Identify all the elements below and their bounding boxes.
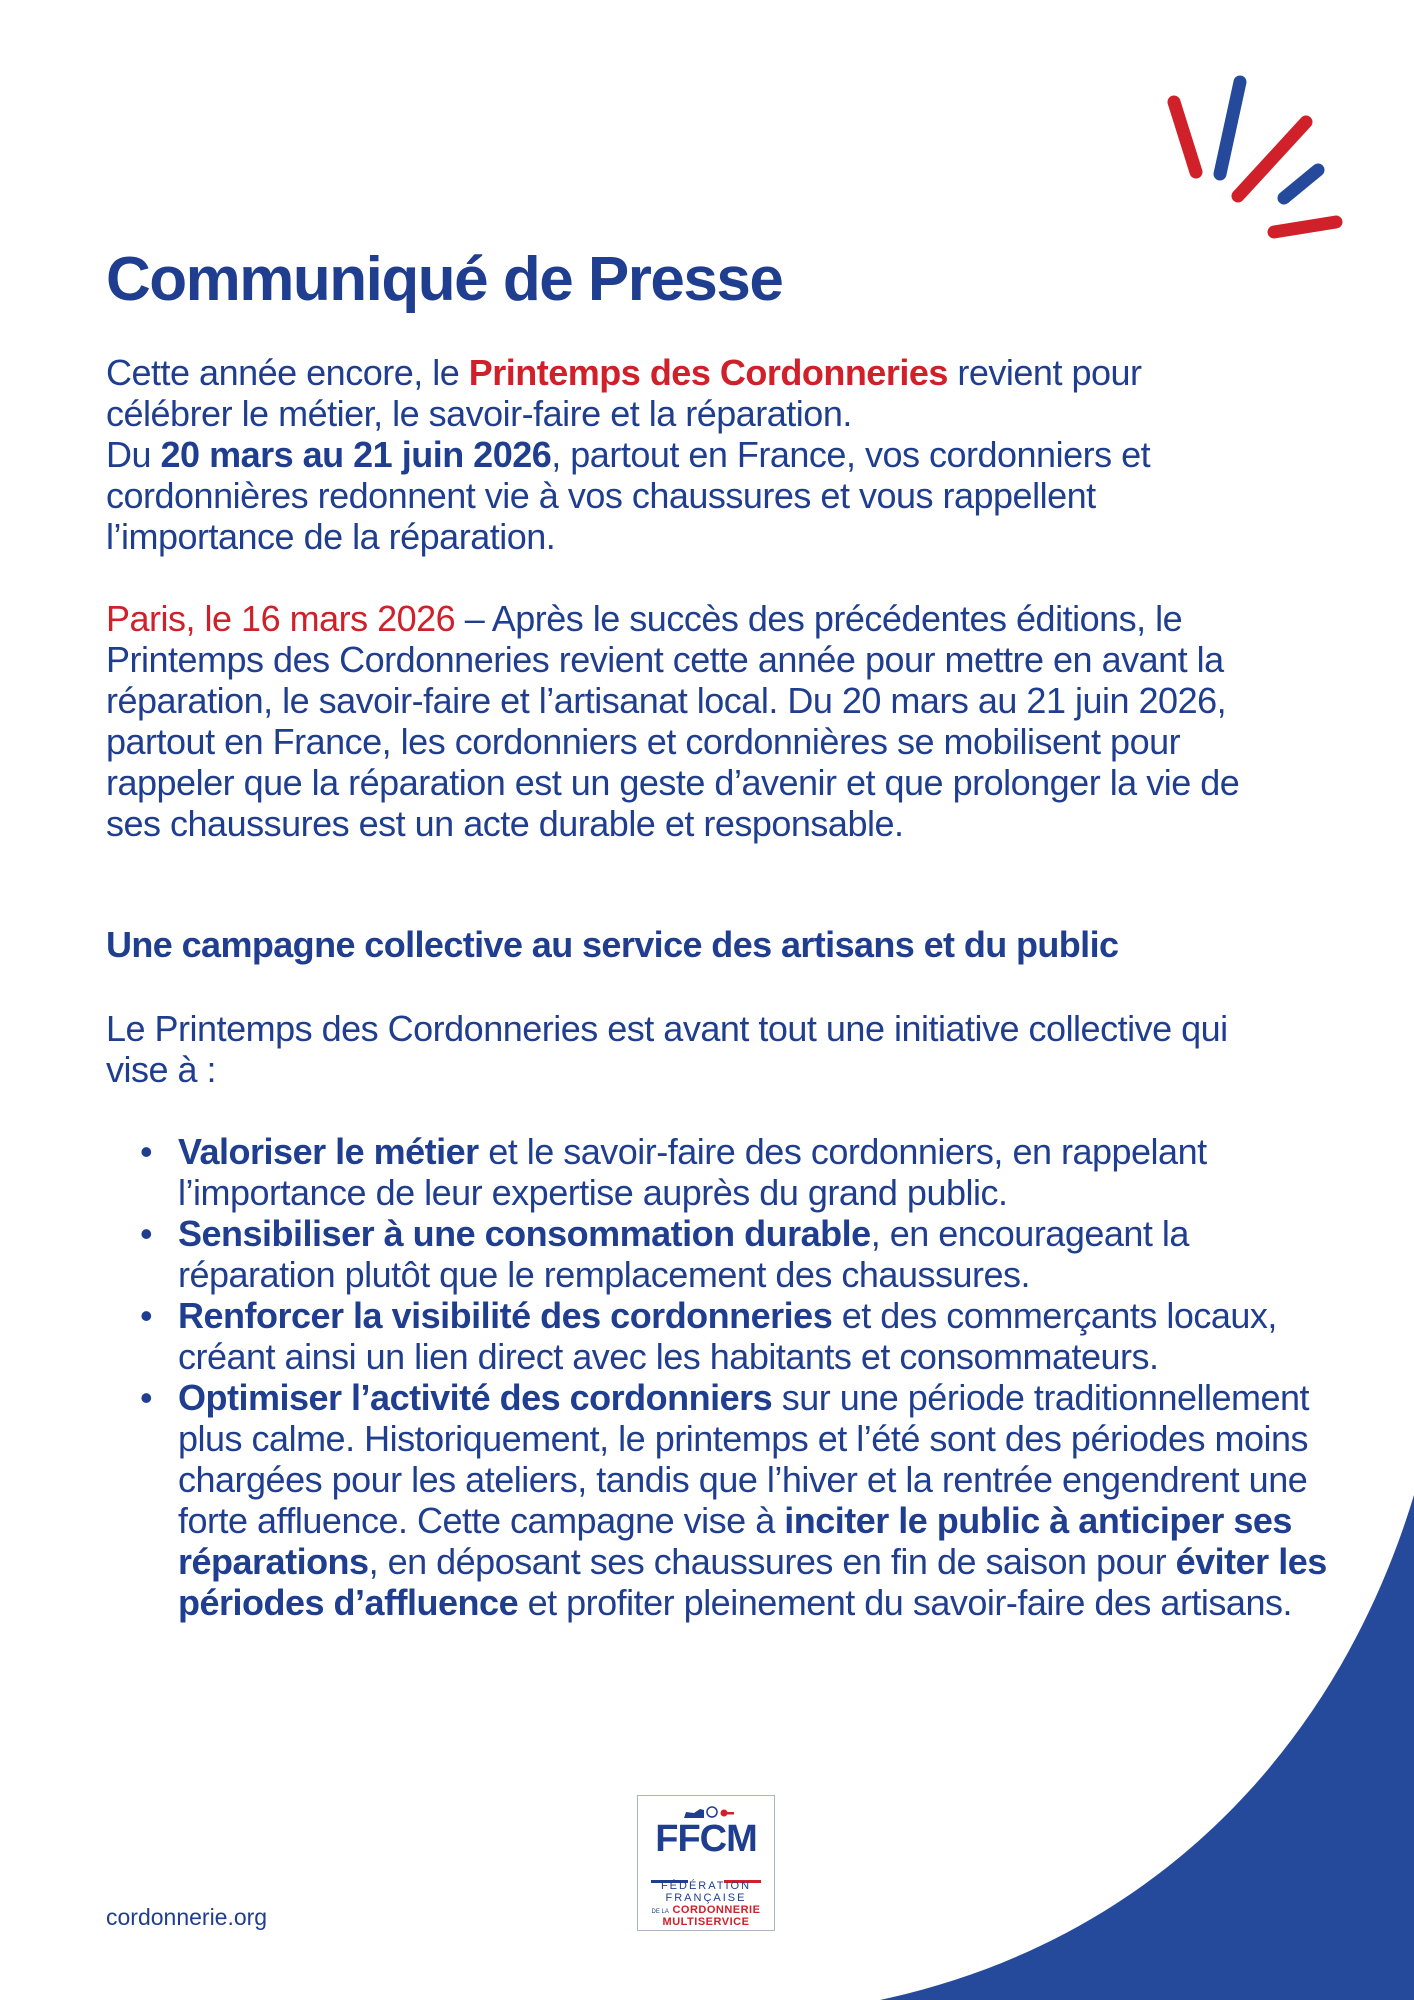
campaign-dates: 20 mars au 21 juin 2026 xyxy=(160,434,552,475)
bullet-icon: • xyxy=(140,1131,153,1172)
dateline: Paris, le 16 mars 2026 xyxy=(106,598,456,639)
goals-list xyxy=(106,1131,1348,1623)
logo-tricolor-rule xyxy=(650,1870,762,1873)
page-title: Communiqué de Presse xyxy=(106,245,783,314)
ffcm-logo xyxy=(637,1795,775,1931)
burst-decoration xyxy=(1150,70,1370,250)
logo-line-3: DE LA CORDONNERIE xyxy=(651,1904,761,1916)
logo-acronym: FFCM xyxy=(655,1818,757,1860)
list-item: • Valoriser le métier et le savoir-faire des cordonniers, en rappelant l’importance de leur expertise auprès du grand public. xyxy=(140,1131,1207,1213)
bullet-icon: • xyxy=(140,1377,153,1418)
list-item: • Optimiser l’activité des cordonniers sur une période traditionnellement plus calme. Historiquement, le printemps et l’été sont des périodes moins chargées pour les ateliers, tandis que l’hiver et la rentrée engendrent une forte affluence. Cette campagne vise à inciter le public à anticiper ses réparations, en déposant ses chaussures en fin de saison pour éviter les périodes d’affluence et profiter pleinement du savoir-faire des artisans. xyxy=(140,1377,1327,1623)
list-item: • Renforcer la visibilité des cordonneries et des commerçants locaux, créant ainsi un lien direct avec les habitants et consommateurs. xyxy=(140,1295,1277,1377)
campaign-name: Printemps des Cordonneries xyxy=(468,352,948,393)
footer-website-link[interactable]: cordonnerie.org xyxy=(106,1904,268,1930)
bullet-icon: • xyxy=(140,1213,153,1254)
list-item: • Sensibiliser à une consommation durable, en encourageant la réparation plutôt que le remplacement des chaussures. xyxy=(140,1213,1189,1295)
logo-line-4: MULTISERVICE xyxy=(662,1916,750,1928)
lead-paragraph: Le Printemps des Cordonneries est avant tout une initiative collective qui vise à : xyxy=(106,1008,1228,1090)
logo-line-1: FÉDÉRATION xyxy=(660,1880,752,1892)
logo-line-2: FRANÇAISE xyxy=(665,1892,747,1904)
section-heading: Une campagne collective au service des artisans et du public xyxy=(106,924,1119,965)
press-paragraph: Paris, le 16 mars 2026 – Après le succès des précédentes éditions, le Printemps des Cordonneries revient cette année pour mettre en avant la réparation, le savoir-faire et l’artisanat local. Du 20 mars au 21 juin 2026, partout en France, les cordonniers et cordonnières se mobilisent pour rappeler que la réparation est un geste d’avenir et que prolonger la vie de ses chaussures est un acte durable et responsable. xyxy=(106,598,1240,844)
intro-paragraph: Cette année encore, le Printemps des Cordonneries revient pour célébrer le métier, le savoir-faire et la réparation. Du 20 mars au 21 juin 2026, partout en France, vos cordonniers et cordonnières redonnent vie à vos chaussures et vous rappellent l’importance de la réparation. xyxy=(106,352,1151,557)
bullet-icon: • xyxy=(140,1295,153,1336)
